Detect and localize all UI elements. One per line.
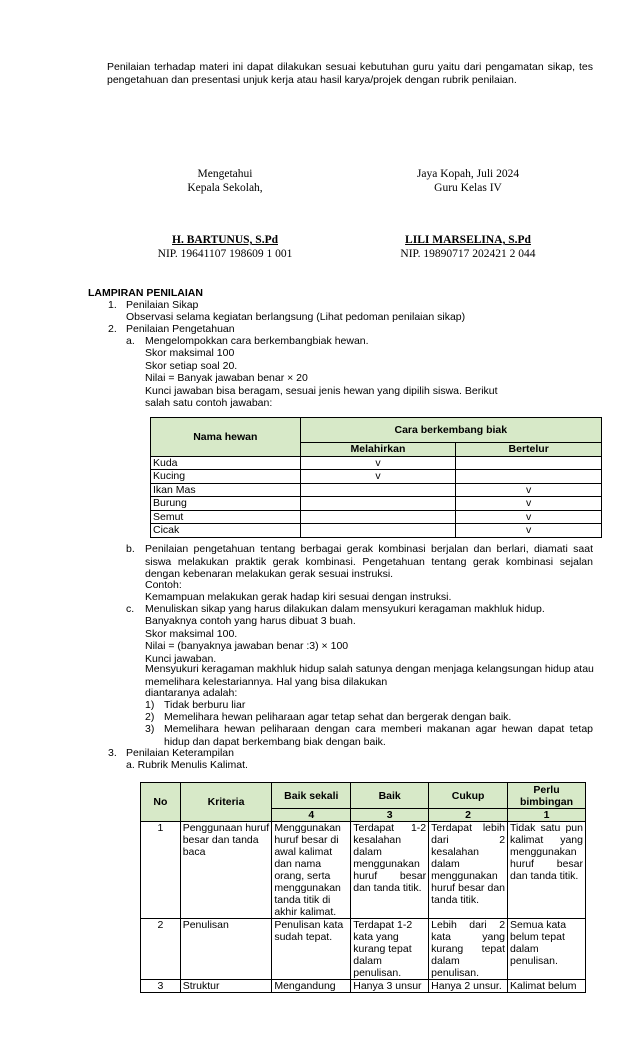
headmaster-nip: NIP. 19641107 198609 1 001 <box>157 247 293 260</box>
row-perlu-bimbingan: Semua kata belum tepat dalam penulisan. <box>508 919 586 980</box>
item1-number: 1. <box>108 299 117 311</box>
header-melahirkan: Melahirkan <box>300 443 456 457</box>
animal-name: Cicak <box>151 524 301 538</box>
item2a-line: Kunci jawaban bisa beragam, sesuai jenis hewan yang dipilih siswa. Berikut <box>145 384 498 397</box>
animal-name: Ikan Mas <box>151 483 301 497</box>
item2c-title: Menuliskan sikap yang harus dilakukan dalam mensyukuri keragaman makhluk hidup. <box>145 603 545 615</box>
item2c-diantaranya: diantaranya adalah: <box>145 687 238 699</box>
bertelur-mark: v <box>456 483 602 497</box>
item3a-title: a. Rubrik Menulis Kalimat. <box>126 759 248 771</box>
row-baik-sekali: Menggunakan huruf besar di awal kalimat dan nama orang, serta menggunakan tanda titik di akhir kalimat. <box>272 822 351 919</box>
signature-right-line1: Jaya Kopah, Juli 2024 <box>416 168 520 180</box>
item2-title: Penilaian Pengetahuan <box>126 323 235 335</box>
row-baik: Hanya 3 unsur <box>351 980 429 993</box>
bertelur-mark: v <box>456 510 602 524</box>
row-perlu-bimbingan: Kalimat belum <box>508 980 586 993</box>
row-baik: Terdapat 1-2 kata yang kurang tepat dalam penulisan. <box>351 919 429 980</box>
header-cukup: Cukup <box>429 783 508 809</box>
point-text: Memelihara hewan peliharaan agar tetap sehat dan bergerak dengan baik. <box>164 711 512 723</box>
melahirkan-mark <box>300 524 456 538</box>
item2b-letter: b. <box>126 543 135 555</box>
row-cukup: Terdapat lebih dari 2 kesalahan dalam menggunakan huruf besar dan tanda titik. <box>429 822 508 919</box>
item2b-example: Kemampuan melakukan gerak hadap kiri sesuai dengan instruksi. <box>145 591 452 603</box>
table-row <box>151 497 602 511</box>
signature-left-line1: Mengetahui <box>197 168 253 180</box>
item2c-line: Banyaknya contoh yang harus dibuat 3 buah. <box>145 615 356 627</box>
score-4: 4 <box>272 809 351 822</box>
point-text: Tidak berburu liar <box>164 699 246 711</box>
item3-title: Penilaian Keterampilan <box>126 747 234 759</box>
table-row <box>151 524 602 538</box>
signature-right <box>393 168 543 194</box>
item1-title: Penilaian Sikap <box>126 299 199 311</box>
row-baik: Terdapat 1-2 kesalahan dalam menggunakan huruf besar dan tanda titik. <box>351 822 429 919</box>
melahirkan-mark: v <box>300 470 456 484</box>
header-perlu-bimbingan: Perlu bimbingan <box>508 783 586 809</box>
table-row <box>151 483 602 497</box>
row-cukup: Lebih dari 2 kata yang kurang tepat dalam penulisan. <box>429 919 508 980</box>
row-baik-sekali: Penulisan kata sudah tepat. <box>272 919 351 980</box>
signature-left <box>150 168 300 194</box>
signature-left-line2: Kepala Sekolah, <box>187 181 263 194</box>
item2b-text: Penilaian pengetahuan tentang berbagai gerak kombinasi berjalan dan berlari, diamati saat siswa melakukan praktik gerak kombinasi. Pengetahuan tentang gerak kombinasi sejalan dengan kebenaran melakukan gerak sesuai instruksi. <box>145 543 593 580</box>
header-baik-sekali: Baik sekali <box>272 783 351 809</box>
table-row <box>141 980 586 993</box>
row-kriteria: Penulisan <box>180 919 272 980</box>
table-row <box>151 510 602 524</box>
item3-number: 3. <box>108 747 117 759</box>
point-number: 2) <box>145 711 155 723</box>
bertelur-mark <box>456 456 602 470</box>
table-row <box>141 919 586 980</box>
melahirkan-mark <box>300 510 456 524</box>
item2a-title: Mengelompokkan cara berkembangbiak hewan. <box>145 335 369 347</box>
animal-name: Kucing <box>151 470 301 484</box>
header-reproduction: Cara berkembang biak <box>300 418 601 443</box>
signature-left-block <box>140 234 310 260</box>
header-no: No <box>141 783 181 822</box>
point-number: 3) <box>145 723 155 735</box>
row-cukup: Hanya 2 unsur. <box>429 980 508 993</box>
item2a-line: Skor setiap soal 20. <box>145 359 238 372</box>
headmaster-name: H. BARTUNUS, S.Pd <box>172 234 278 246</box>
score-3: 3 <box>351 809 429 822</box>
bertelur-mark: v <box>456 524 602 538</box>
table-row <box>141 822 586 919</box>
row-no: 1 <box>141 822 181 919</box>
row-no: 2 <box>141 919 181 980</box>
item2a-line: Skor maksimal 100 <box>145 347 235 359</box>
item2a-line: salah satu contoh jawaban: <box>145 397 273 409</box>
teacher-name: LILI MARSELINA, S.Pd <box>405 234 531 246</box>
item2c-line: Kunci jawaban. <box>145 652 217 665</box>
signature-right-line2: Guru Kelas IV <box>434 181 502 194</box>
point-text: Memelihara hewan peliharaan dengan cara memberi makanan agar hewan dapat tetap hidup dan dapat berkembang biak dengan baik. <box>164 723 593 748</box>
item2a-line: Nilai = Banyak jawaban benar × 20 <box>145 372 308 384</box>
melahirkan-mark <box>300 497 456 511</box>
item2c-line: Skor maksimal 100. <box>145 627 238 640</box>
row-baik-sekali: Mengandung <box>272 980 351 993</box>
item2c-lines <box>145 615 356 665</box>
table-row <box>151 470 602 484</box>
item2a-letter: a. <box>126 335 135 347</box>
animal-name: Burung <box>151 497 301 511</box>
signature-right-block <box>383 234 553 260</box>
bertelur-mark <box>456 470 602 484</box>
item2c-letter: c. <box>126 603 135 615</box>
header-baik: Baik <box>351 783 429 809</box>
table-row <box>151 456 602 470</box>
point-number: 1) <box>145 699 155 711</box>
row-kriteria: Struktur <box>180 980 272 993</box>
header-bertelur: Bertelur <box>456 443 602 457</box>
item2-number: 2. <box>108 323 117 335</box>
table-rubric <box>140 782 586 993</box>
animal-name: Semut <box>151 510 301 524</box>
teacher-nip: NIP. 19890717 202421 2 044 <box>400 247 536 260</box>
lampiran-title: LAMPIRAN PENILAIAN <box>88 287 203 299</box>
item2b-contoh: Contoh: <box>145 579 182 591</box>
item2a-lines <box>145 347 498 410</box>
header-kriteria: Kriteria <box>180 783 272 822</box>
item2c-paragraph: Mensyukuri keragaman makhluk hidup salah satunya dengan menjaga kelangsungan hidup atau memelihara kelestariannya. Hal yang bisa dilakukan <box>145 663 594 688</box>
item1-desc: Observasi selama kegiatan berlangsung (Lihat pedoman penilaian sikap) <box>126 311 466 323</box>
animal-name: Kuda <box>151 456 301 470</box>
row-perlu-bimbingan: Tidak satu pun kalimat yang menggunakan huruf besar dan tanda titik. <box>508 822 586 919</box>
table-animal-reproduction <box>150 417 602 538</box>
header-animal-name: Nama hewan <box>151 418 301 457</box>
row-kriteria: Penggunaan huruf besar dan tanda baca <box>180 822 272 919</box>
item2c-line: Nilai = (banyaknya jawaban benar :3) × 100 <box>145 640 349 652</box>
intro-paragraph: Penilaian terhadap materi ini dapat dilakukan sesuai kebutuhan guru yaitu dari pengamatan sikap, tes pengetahuan dan presentasi unjuk kerja atau hasil karya/projek dengan rubrik penilaian. <box>107 61 593 86</box>
melahirkan-mark <box>300 483 456 497</box>
row-no: 3 <box>141 980 181 993</box>
score-1: 1 <box>508 809 586 822</box>
bertelur-mark: v <box>456 497 602 511</box>
score-2: 2 <box>429 809 508 822</box>
melahirkan-mark: v <box>300 456 456 470</box>
